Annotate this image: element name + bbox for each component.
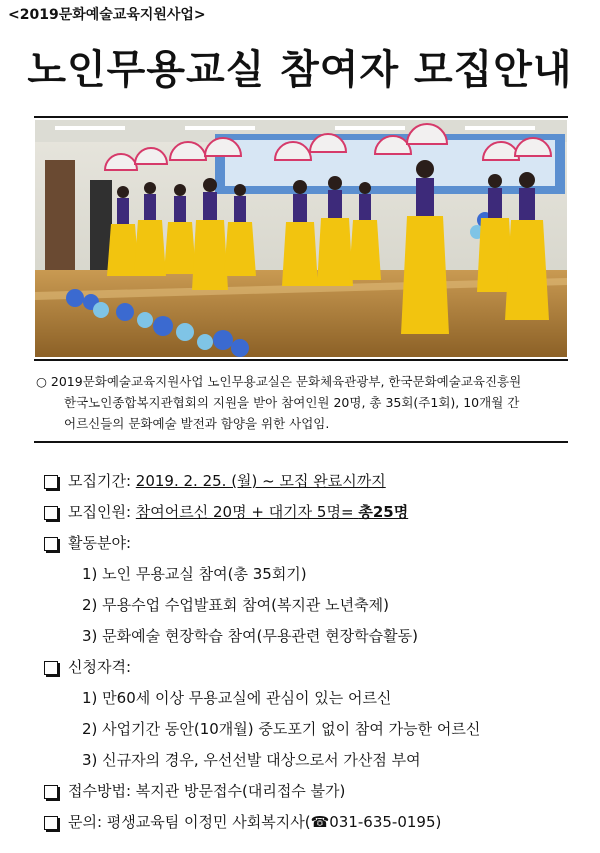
checkbox-icon [44, 506, 58, 520]
checkbox-icon [44, 661, 58, 675]
checkbox-icon [44, 816, 58, 830]
page-title: 노인무용교실 참여자 모집안내 [27, 47, 573, 93]
qualification-item: 2) 사업기간 동안(10개월) 중도포기 없이 참여 가능한 어르신 [82, 720, 481, 738]
divider [34, 116, 568, 118]
recruitment-details [40, 466, 580, 838]
activity-item: 2) 무용수업 수업발표회 참여(복지관 노년축제) [82, 596, 389, 614]
contact-phone: 031-635-0195) [329, 813, 442, 831]
contact-text: 문의: 평생교육팀 이정민 사회복지사( [68, 813, 311, 831]
qualification-row [40, 652, 580, 683]
qualification-label: 신청자격: [68, 658, 132, 676]
people-breakdown: 참여어르신 20명 + 대기자 5명= [135, 503, 354, 521]
activity-item: 1) 노인 무용교실 참여(총 35회기) [82, 565, 307, 583]
activity-row [40, 528, 580, 559]
checkbox-icon [44, 537, 58, 551]
dance-performance-photo [35, 120, 567, 357]
people-label: 모집인원: [68, 503, 132, 521]
recruit-period-row [40, 466, 580, 497]
intro-line: 어르신들의 문화예술 발전과 함양을 위한 사업임. [64, 416, 330, 431]
people-value [136, 497, 408, 528]
checkbox-icon [44, 475, 58, 489]
qualification-item: 1) 만60세 이상 무용교실에 관심이 있는 어르신 [82, 689, 392, 707]
application-method: 접수방법: 복지관 방문접수(대리접수 불가) [68, 782, 346, 800]
program-description [34, 359, 568, 443]
activity-item: 3) 문화예술 현장학습 참여(무용관련 현장학습활동) [82, 627, 418, 645]
application-method-row [40, 776, 580, 807]
intro-line: ○ 2019문화예술교육지원사업 노인무용교실은 문화체육관광부, 한국문화예술교육진흥원 [36, 374, 522, 389]
period-value: 2019. 2. 25. (월) ~ 모집 완료시까지 [135, 472, 386, 490]
qualification-item: 3) 신규자의 경우, 우선선발 대상으로서 가산점 부여 [82, 751, 421, 769]
phone-icon: ☎ [310, 813, 330, 831]
contact-row [40, 807, 580, 838]
period-label: 모집기간: [68, 472, 132, 490]
recruit-count-row [40, 497, 580, 528]
checkbox-icon [44, 785, 58, 799]
program-subtitle: <2019문화예술교육지원사업> [8, 7, 206, 23]
activity-label: 활동분야: [68, 534, 132, 552]
intro-line: 한국노인종합복지관협회의 지원을 받아 참여인원 20명, 총 35회(주1회), 10개월 간 [64, 395, 520, 410]
people-total: 총25명 [358, 503, 409, 521]
